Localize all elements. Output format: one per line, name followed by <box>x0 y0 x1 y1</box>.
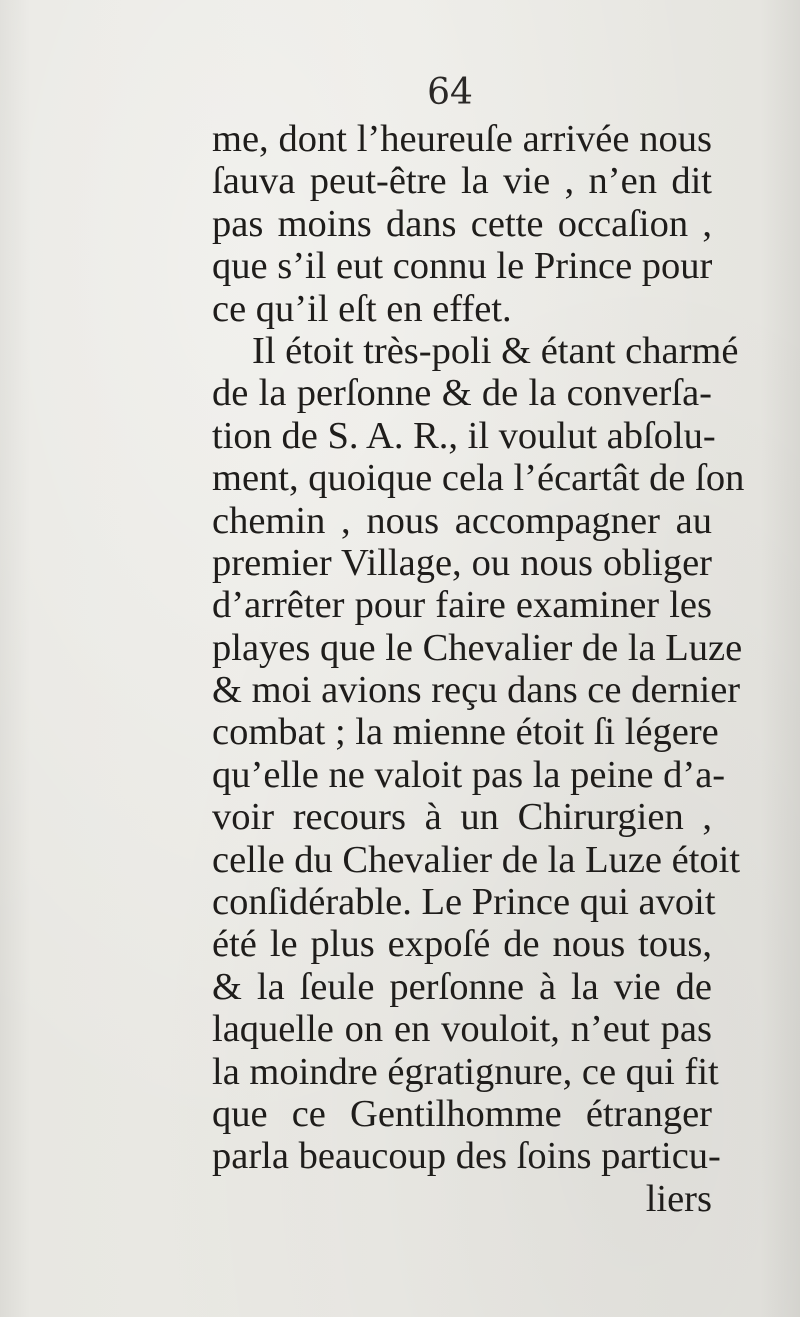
text-line: conſidérable. Le Prince qui avoit <box>212 881 716 924</box>
text-line: tion de S. A. R., il voulut abſolu- <box>212 414 716 457</box>
text-line: pas moins dans cette occaſion , <box>212 202 712 245</box>
catchword: liers <box>645 1177 712 1220</box>
text-line: celle du Chevalier de la Luze étoit <box>212 838 741 881</box>
text-line: combat ; la mienne étoit ſi légere <box>212 711 719 754</box>
text-line: parla beaucoup des ſoins particu- <box>212 1135 721 1178</box>
text-line: & la ſeule perſonne à la vie de <box>212 965 712 1008</box>
text-line: d’arrêter pour faire examiner les <box>212 584 712 627</box>
text-line: de la perſonne & de la converſa- <box>212 372 712 415</box>
text-line: ce qu’il eſt en effet. <box>212 287 512 330</box>
text-line: que ce Gentilhomme étranger <box>212 1092 712 1135</box>
text-line: & moi avions reçu dans ce dernier <box>212 669 741 712</box>
text-line: Il étoit très-poli & étant charmé <box>252 329 739 372</box>
text-line: premier Village, ou nous obliger <box>212 541 712 584</box>
text-line: qu’elle ne valoit pas la peine d’a- <box>212 753 726 796</box>
body-text <box>212 118 745 1220</box>
text-line: ment, quoique cela l’écartât de ſon <box>212 457 745 500</box>
text-line: playes que le Chevalier de la Luze <box>212 626 743 669</box>
text-line: été le plus expoſé de nous tous, <box>212 923 712 966</box>
text-line: chemin , nous accompagner au <box>212 499 712 542</box>
text-line: voir recours à un Chirurgien , <box>212 796 712 839</box>
text-line: me, dont l’heureuſe arrivée nous <box>212 118 712 160</box>
text-line: la moindre égratignure, ce qui fit <box>212 1050 719 1093</box>
text-line: ſauva peut-être la vie , n’en dit <box>212 160 712 203</box>
text-line: laquelle on en vouloit, n’eut pas <box>212 1008 712 1051</box>
page-number: 64 <box>427 72 473 113</box>
text-line: que s’il eut connu le Prince pour <box>212 245 713 288</box>
